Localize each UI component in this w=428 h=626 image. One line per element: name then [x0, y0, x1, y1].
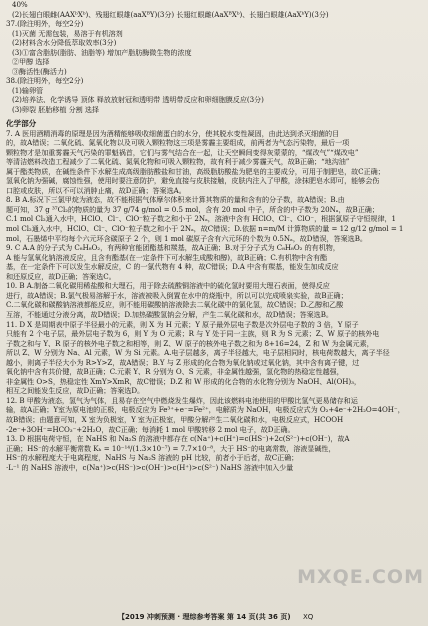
text-line: A 能与氢氧化钠溶液反应，且含有酯基(在一定条件下可水解生成酸和醇)，故B正确；C.有机物中含有酯 [6, 252, 328, 262]
text-line: 非金属性 O>S，热稳定性 XmY>XmR，故C错误；D.Z 和 W 形成的化合物的水化物分别为 NaOH、Al(OH)₃， [6, 376, 361, 386]
answer-text-body [6, 0, 424, 472]
text-line: 子数之和与 Y、R 原子的核外电子数之和相等，则 Z、W 原子的核外电子数之和为 8+16=24，Z 和 W 为金属元素， [6, 338, 374, 348]
text-line: 基，在一定条件下可以发生水解反应，C 的一氯代物有 4 种，故C错误；D.A 中含有羰基，能发生加成反应 [6, 262, 339, 272]
text-line: 13. D 根据电荷守恒，在 NaHS 和 Na₂S 的溶液中都存在 c(Na⁺)+c(H⁺)=c(HS⁻)+2c(S²⁻)+c(OH⁻)，故A [6, 434, 350, 444]
section-heading: 化学部分 [6, 118, 37, 128]
text-line: 40% [12, 0, 28, 9]
text-line: (3)①富含脂肪(脂肪、油脂等) 增加产脂肪酶微生物的浓度 [12, 47, 192, 57]
text-line: C.二氧化碳和碳酸钠溶液都能反应，则不能用碳酸钠溶液除去二氧化碳中的氯化氢，故C错误；D.乙醇和乙酸 [6, 300, 344, 310]
text-line: HS⁻的水解程度大于电离程度，NaHS 与 Na₂S 溶液的 pH 比较，前者小于后者，故C正确； [6, 453, 299, 463]
text-line: 属于酯类物质，在碱性条件下水解生成高级脂肪酸盐和甘油，高级脂肪酸盐为肥皂的主要成分，可用于制肥皂，故C正确； [6, 166, 385, 176]
text-line: 37.(除注明外，每空2分) [6, 19, 84, 29]
text-line: 互溶，不能通过分液分离，故D错误；D.加热碳酸氢钠会分解，产生二氧化碳和水，故D错误；答案选B。 [6, 309, 333, 319]
text-line: 相互之间能发生反应，故D正确；答案选D。 [6, 386, 145, 396]
footer-code: XQ [303, 613, 314, 621]
text-line: ②甲醇 选择 [12, 57, 50, 67]
text-line: 7. A 医用酒精消毒的原理是因为酒精能够吸收细菌蛋白的水分，使其脱水变性凝固，由此达到杀灭细菌的目 [6, 128, 340, 138]
text-line: 题可知，37 g ³⁷Cl₂的物质的量为 37 g/74 g/mol = 0.5 mol，含有 20 mol 中子，所含的中子数为 20Nₐ，故B正确； [6, 204, 379, 214]
text-line: 颗粒物才是加重雾霾天气污染的罪魁祸首，它们与雾气结合在一起，让天空瞬间变得灰蒙蒙的，“煤改气”“煤改电” [6, 147, 359, 157]
text-line: ③酶活性(酶活力) [12, 66, 67, 76]
text-line: 和还原反应，故D正确；答案选C。 [6, 271, 116, 281]
text-line: 进行，故A错误；B.氯气极易溶解于水，溶液被吸入倒置在水中的烧瓶中，所以可以完成喷泉实验，故B正确； [6, 290, 348, 300]
text-line: 越小，则离子半径大小为 R>Y>Z，故A错误；B.Y 与 Z 形成的化合物为氧化钠或过氧化钠，其中含有离子键，过 [6, 357, 360, 367]
text-line: (1)灭菌 无需包装，易溶于有机溶剂 [12, 28, 123, 38]
text-line: (1)输卵管 [12, 85, 44, 95]
text-line: 9. C A.A 的分子式为 C₈H₈O₂，有两种官能团酯基和羰基，故A正确；B.对于分子式为 C₈H₈O₂ 的有机物， [6, 243, 340, 253]
text-line: 故B错误；由题意可知，X 室为负极室，Y 室为正极室，甲酸分解产生二氧化碳和水，电极反应式，HCOOH [6, 414, 344, 424]
text-line: 的，故A错误；二氧化硫、氮氧化物以及可吸入颗粒物这三项是雾霾主要组成，前两者为气态污染物，最后一项 [6, 138, 350, 148]
text-line: (2)材料含水分降低萃取效率(3分) [12, 38, 117, 48]
text-line: 11. D X 是周期表中原子半径最小的元素，则 X 为 H 元素；Y 原子最外层电子数是次外层电子数的 3 倍，Y 原子 [6, 319, 359, 329]
text-line: 所以 Z、W 分别为 Na、Al 元素，W 为 Si 元素。A.电子层越多，离子半径越大，电子层相同时，核电荷数越大，离子半径 [6, 348, 390, 358]
text-line: 10. B A.制备二氧化碳用稀盐酸和大理石，用于除去硫酸铜溶液中的硫化氢时要用大理石表面，使得反应 [6, 281, 330, 291]
text-line: 氢氧化钠为强碱，腐蚀性强，使用时要注意防护，避免直接与皮肤接触，皮肤内注入了甲酸，涂抹肥皂水即可，能够会伤 [6, 176, 380, 186]
footer-text: 【2019 冲刺预测 · 理综参考答案 第 14 页(共 36 页) [118, 613, 291, 621]
text-line: 12. B 甲酸为液态，氢气为气体，且易存在空气中燃烧发生爆炸，因此该燃料电池使用的甲酸比氢气更易储存和运 [6, 395, 358, 405]
text-line: 38.(除注明外，每空2分) [6, 76, 84, 86]
text-line: 只能有 2 个电子层，最外层电子数为 6，则 Y 为 O 元素；R 与 Y 处于同一主族，则 R 为 S 元素；Z、W 原子的核外电 [6, 329, 380, 339]
text-line: (2)长翅白眼雌(AAXᵇXᵇ)、残翅红眼雄(aaXᴮY)(3分) 长翅红眼雌(AaXᴮXᵇ)、长翅白眼雄(AaXᵇY)(3分) [12, 9, 329, 19]
text-line: (2)培养法、化学诱导 顶体 释放放射冠和透明带 透明带反应和卵细胞膜反应(3分) [12, 95, 264, 105]
text-line: ·L⁻¹ 的 NaHS 溶液中，c(Na⁺)>c(HS⁻)>c(OH⁻)>c(H⁺)>c(S²⁻) NaHS 溶液中加入少量 [6, 462, 294, 472]
text-line: 等清洁燃料改造工程减少了二氧化硫、氮氧化物和可吸入颗粒物，故有利于减少雾霾天气，故B正确；“地沟油” [6, 157, 350, 167]
text-line: (3)卵裂 胚胎移植 分割 选择 [12, 105, 99, 115]
text-line: C.1 mol Cl₂通入水中，HClO、Cl⁻、ClO⁻粒子数之和小于 2Nₐ，溶液中含有 HClO、Cl⁻、ClO⁻，根据氯原子守恒规律，1 [6, 214, 397, 224]
page-footer [0, 610, 428, 624]
text-line: mol Cl₂通入水中，HClO、Cl⁻、ClO⁻粒子数之和小于 2Nₐ，故C错误；D.依据 n=m/M 计算物质的量 = 12 g/12 g/mol = 1 [6, 224, 404, 234]
watermark: MXQE.COM [297, 566, 424, 588]
text-line: 8. B A.标况下三氯甲烷为液态，故不能根据气体摩尔体积来计算其物质的量和含有的分子数，故A错误；B.由 [6, 195, 345, 205]
text-line: 口腔或皮肤，所以不可以消肿止痛，故D正确；答案选A。 [6, 185, 186, 195]
text-line: 输，故A正确；Y室为原电池的正极，电极反应为 Fe³⁺+e⁻=Fe²⁺，电解质为 NaOH，电极反应式为 O₂+4e⁻+2H₂O=4OH⁻， [6, 405, 405, 415]
text-line: 正确；HS⁻的水解平衡常数 Kₕ = 10⁻¹⁴/(1.3×10⁻⁷) = 7.7×10⁻⁸，大于 HS⁻的电离常数，溶液显碱性， [6, 443, 336, 453]
text-line: -2e⁻+3OH⁻=HCO₃⁻+2H₂O，故C正确；每消耗 1 mol 甲酸转移 2 mol 电子，故D正确。 [6, 424, 295, 434]
text-line: mol，石墨烯中平均每个六元环含碳原子 2 个，则 1 mol 碳原子含有六元环的个数为 0.5Nₐ，故D错误，答案选B。 [6, 233, 367, 243]
text-line: 氧化钠中含有共价键，故B正确；C.元素 Y、R 分别为 O、S 元素，非金属性越强，氢化物的热稳定性越强， [6, 367, 344, 377]
